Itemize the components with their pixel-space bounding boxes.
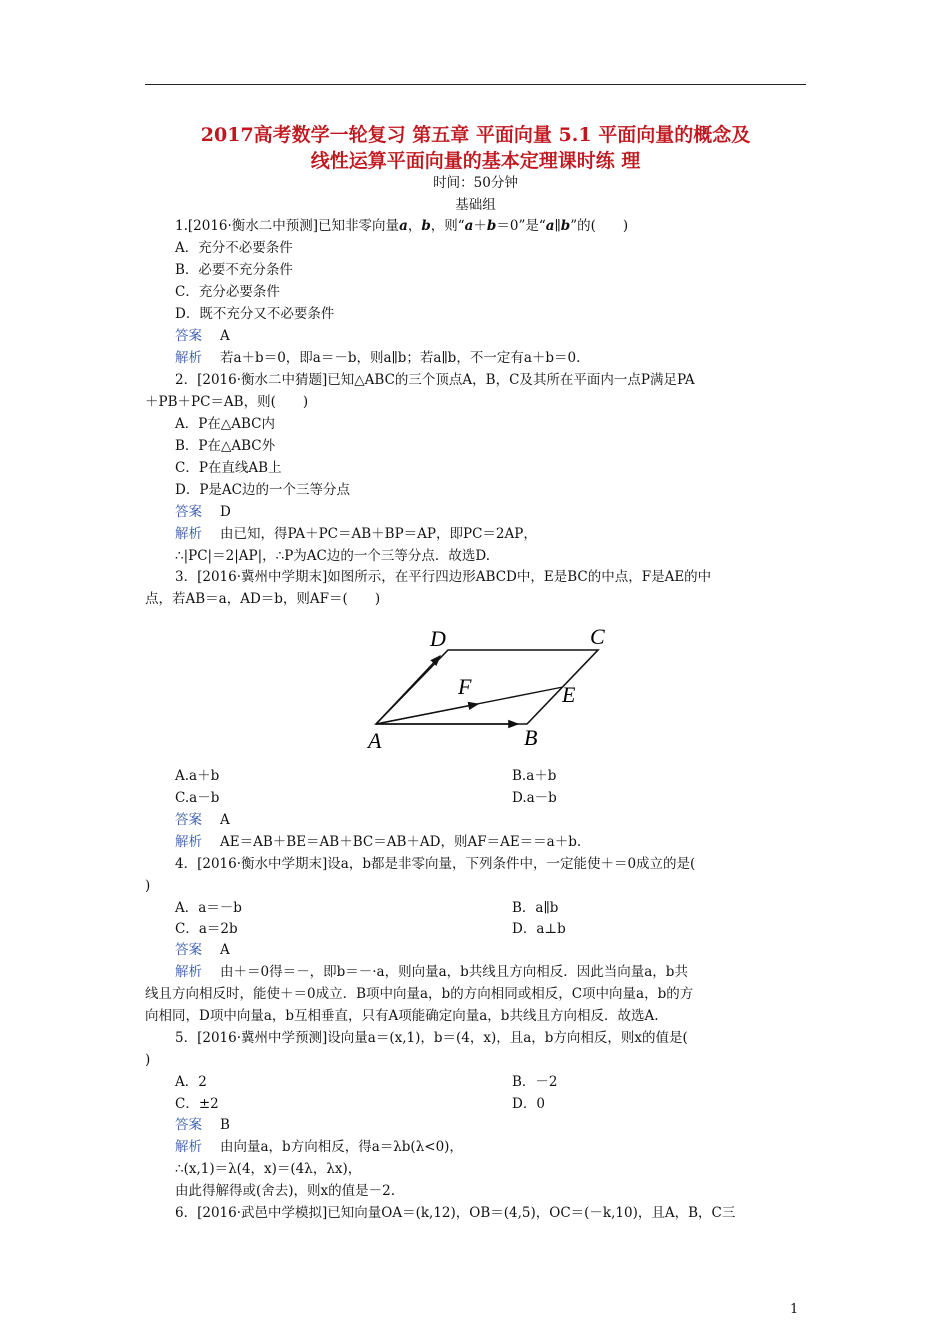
parallelogram-diagram	[358, 608, 624, 760]
q4-option-a: A．a＝－b	[175, 900, 242, 916]
q4-stem-line1: 4．[2016·衡水中学期末]设a，b都是非零向量，下列条件中，一定能使＋＝0成立的是(	[175, 856, 696, 872]
q2-analysis: 解析 由已知，得PA＋PC＝AB＋BP＝AP，即PC＝2AP，	[175, 526, 537, 542]
page-number: 1	[790, 1302, 799, 1317]
q5-option-c: C．±2	[175, 1096, 219, 1112]
q2-option-a: A．P在△ABC内	[175, 416, 275, 432]
q2-answer: 答案 D	[175, 504, 231, 520]
answer-label: 答案	[175, 328, 202, 344]
q2-option-c: C．P在直线AB上	[175, 460, 282, 476]
answer-label: 答案	[175, 812, 202, 828]
q4-stem-line2: )	[145, 878, 151, 894]
q4-option-c: C．a＝2b	[175, 921, 238, 937]
q4-answer: 答案 A	[175, 942, 230, 958]
analysis-label: 解析	[175, 834, 202, 850]
q5-option-a: A．2	[175, 1074, 207, 1090]
q1-option-d: D．既不充分又不必要条件	[175, 306, 335, 322]
analysis-label: 解析	[175, 964, 202, 980]
analysis-label: 解析	[175, 1139, 202, 1155]
label-f: F	[458, 674, 472, 699]
q5-analysis-line3: 由此得解得或(舍去)，则x的值是－2.	[175, 1183, 396, 1199]
q3-option-c: C.a－b	[175, 790, 220, 806]
q1-analysis: 解析 若a＋b＝0，即a＝－b，则a∥b；若a∥b，不一定有a＋b＝0.	[175, 350, 581, 366]
q4-option-b: B．a∥b	[512, 900, 559, 916]
q3-option-b: B.a＋b	[512, 768, 557, 784]
q1-option-a: A．充分不必要条件	[175, 240, 293, 256]
q1-option-b: B．必要不充分条件	[175, 262, 293, 278]
q3-analysis: 解析 AE＝AB＋BE＝AB＋BC＝AB＋AD，则AF＝AE＝＝a＋b.	[175, 834, 582, 850]
label-a: A	[368, 728, 382, 753]
q2-option-b: B．P在△ABC外	[175, 438, 276, 454]
q5-analysis: 解析 由向量a，b方向相反，得a＝λb(λ<0)，	[175, 1139, 463, 1155]
q5-option-d: D．0	[512, 1096, 545, 1112]
q1-answer: 答案 A	[175, 328, 230, 344]
q1-stem: 1.[2016·衡水二中预测]已知非零向量a，b，则“a＋b＝0”是“a∥b”的( )	[175, 218, 629, 234]
document-title-line1: 2017高考数学一轮复习 第五章 平面向量 5.1 平面向量的概念及	[200, 124, 751, 146]
q5-stem-line1: 5．[2016·冀州中学预测]设向量a＝(x,1)，b＝(4，x)，且a，b方向相反，则x的值是(	[175, 1030, 688, 1046]
q3-option-a: A.a＋b	[175, 768, 220, 784]
q2-analysis-line2: ∴|PC|＝2|AP|，∴P为AC边的一个三等分点．故选D.	[175, 548, 491, 564]
q4-analysis-line3: 向相同，D项中向量a，b互相垂直，只有A项能确定向量a，b共线且方向相反．故选A.	[145, 1008, 659, 1024]
label-b: B	[524, 725, 538, 750]
document-title-line2: 线性运算平面向量的基本定理课时练 理	[310, 150, 641, 172]
q5-analysis-line2: ∴(x,1)＝λ(4，x)＝(4λ，λx)，	[175, 1161, 362, 1177]
label-d: D	[430, 626, 446, 651]
time-limit: 时间：50分钟	[433, 175, 518, 191]
q5-answer: 答案 B	[175, 1117, 230, 1133]
q2-stem-line2: ＋PB＋PC＝AB，则( )	[145, 394, 309, 410]
q3-stem-line2: 点，若AB＝a，AD＝b，则AF＝( )	[145, 591, 381, 607]
analysis-label: 解析	[175, 350, 202, 366]
header-rule	[145, 84, 806, 85]
answer-label: 答案	[175, 942, 202, 958]
answer-label: 答案	[175, 504, 202, 520]
q4-analysis-line2: 线且方向相反时，能使＋＝0成立．B项中向量a，b的方向相同或相反，C项中向量a，b的方	[145, 986, 694, 1002]
q4-option-d: D．a⊥b	[512, 921, 566, 937]
label-c: C	[590, 624, 605, 649]
q4-analysis: 解析 由＋＝0得＝－，即b＝－·a，则向量a，b共线且方向相反．因此当向量a，b共	[175, 964, 688, 980]
q3-answer: 答案 A	[175, 812, 230, 828]
q6-stem-line1: 6．[2016·武邑中学模拟]已知向量OA＝(k,12)，OB＝(4,5)，OC＝(－k,10)，且A，B，C三	[175, 1205, 736, 1221]
q1-option-c: C．充分必要条件	[175, 284, 280, 300]
parallelogram-figure	[358, 608, 624, 760]
label-e: E	[562, 682, 576, 707]
q3-stem-line1: 3．[2016·冀州中学期末]如图所示，在平行四边形ABCD中，E是BC的中点，F是AE的中	[175, 569, 712, 585]
answer-label: 答案	[175, 1117, 202, 1133]
q5-stem-line2: )	[145, 1052, 151, 1068]
q3-option-d: D.a－b	[512, 790, 557, 806]
analysis-label: 解析	[175, 526, 202, 542]
q5-option-b: B．－2	[512, 1074, 558, 1090]
q2-option-d: D．P是AC边的一个三等分点	[175, 482, 350, 498]
q2-stem-line1: 2．[2016·衡水二中猜题]已知△ABC的三个顶点A，B，C及其所在平面内一点P满足PA	[175, 372, 695, 388]
section-heading: 基础组	[455, 197, 496, 213]
